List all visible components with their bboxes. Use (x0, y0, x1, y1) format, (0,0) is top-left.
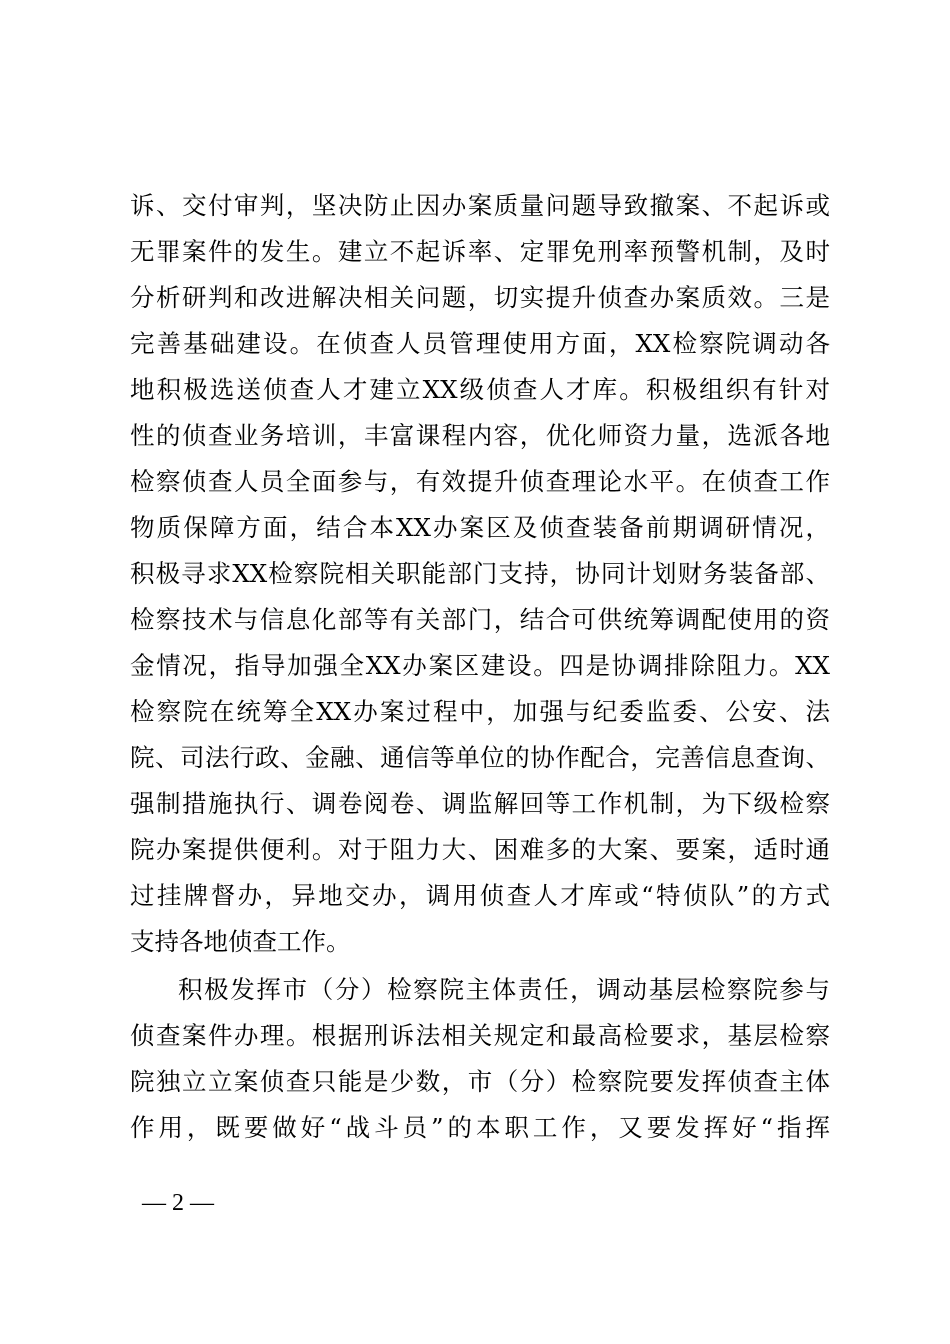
text-line-18: 积极发挥市（分）检察院主体责任，调动基层检察院参与 (178, 975, 830, 1004)
text-line-21: 作用，既要做好“战斗员”的本职工作，又要发挥好“指挥 (130, 1113, 830, 1142)
text-line-5: 地积极选送侦查人才建立XX级侦查人才库。积极组织有针对 (130, 375, 830, 404)
text-line-4: 完善基础建设。在侦查人员管理使用方面，XX检察院调动各 (130, 329, 830, 358)
text-line-9: 积极寻求XX检察院相关职能部门支持，协同计划财务装备部、 (130, 559, 830, 588)
text-line-2: 无罪案件的发生。建立不起诉率、定罪免刑率预警机制，及时 (130, 237, 830, 266)
text-line-12: 检察院在统筹全XX办案过程中，加强与纪委监委、公安、法 (130, 697, 830, 726)
text-line-16: 过挂牌督办，异地交办，调用侦查人才库或“特侦队”的方式 (130, 881, 830, 910)
text-line-6: 性的侦查业务培训，丰富课程内容，优化师资力量，选派各地 (130, 421, 830, 450)
text-line-14: 强制措施执行、调卷阅卷、调监解回等工作机制，为下级检察 (130, 789, 830, 818)
text-line-17: 支持各地侦查工作。 (130, 927, 351, 956)
text-line-13: 院、司法行政、金融、通信等单位的协作配合，完善信息查询、 (130, 743, 830, 772)
text-line-19: 侦查案件办理。根据刑诉法相关规定和最高检要求，基层检察 (130, 1021, 830, 1050)
text-line-7: 检察侦查人员全面参与，有效提升侦查理论水平。在侦查工作 (130, 467, 830, 496)
text-line-15: 院办案提供便利。对于阻力大、困难多的大案、要案，适时通 (130, 835, 830, 864)
text-line-10: 检察技术与信息化部等有关部门，结合可供统筹调配使用的资 (130, 605, 830, 634)
text-line-20: 院独立立案侦查只能是少数，市（分）检察院要发挥侦查主体 (130, 1067, 830, 1096)
page-number: — 2 — (142, 1190, 214, 1216)
text-line-8: 物质保障方面，结合本XX办案区及侦查装备前期调研情况， (130, 513, 830, 542)
text-line-3: 分析研判和改进解决相关问题，切实提升侦查办案质效。三是 (130, 283, 830, 312)
text-line-1: 诉、交付审判，坚决防止因办案质量问题导致撤案、不起诉或 (130, 191, 830, 220)
text-line-11: 金情况，指导加强全XX办案区建设。四是协调排除阻力。XX (130, 651, 830, 680)
